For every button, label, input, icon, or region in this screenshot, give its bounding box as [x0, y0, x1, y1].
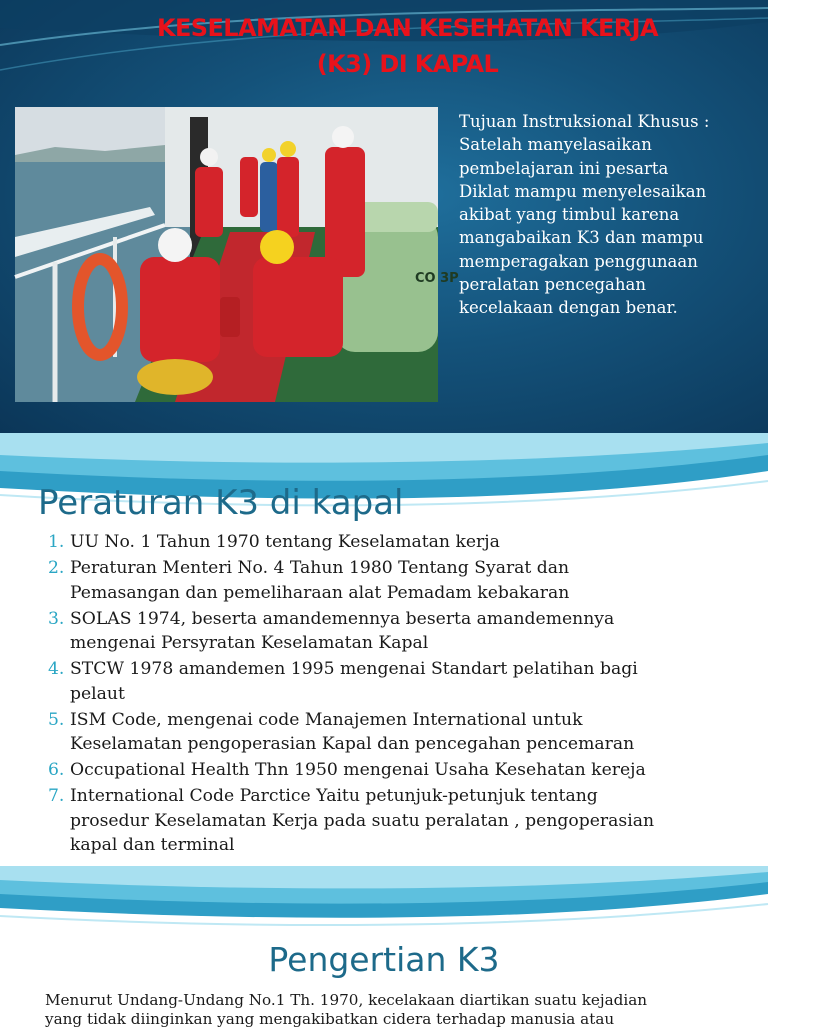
list-number: 7.	[48, 786, 65, 806]
list-number: 1.	[48, 532, 65, 552]
decorative-swoosh	[0, 866, 768, 936]
slide-heading: Pengertian K3	[268, 940, 500, 979]
list-text: SOLAS 1974, beserta amandemennya beserta amandemennya	[70, 608, 615, 629]
ship-crew-illustration	[15, 107, 459, 402]
list-number: 5.	[48, 709, 65, 730]
body-line: yang tidak diinginkan yang mengakibatkan cidera terhadap manusia atau	[45, 1009, 615, 1028]
objective-line: Tujuan Instruksional Khusus :	[459, 112, 710, 131]
slide-heading: Peraturan K3 di kapal	[38, 483, 404, 523]
list-item	[48, 758, 748, 783]
list-text: Keselamatan pengoperasian Kapal dan pencegahan pencemaran	[70, 734, 635, 754]
list-item	[48, 607, 748, 656]
list-text: kapal dan terminal	[70, 835, 235, 855]
list-text: ISM Code, mengenai code Manajemen International untuk	[70, 709, 583, 730]
list-text: prosedur Keselamatan Kerja pada suatu peralatan , pengoperasian	[70, 810, 655, 831]
list-number: 4.	[48, 659, 65, 679]
list-item	[48, 556, 748, 605]
definition-text	[45, 991, 725, 1028]
objective-line: kecelakaan dengan benar.	[459, 298, 678, 318]
list-text: pelaut	[70, 683, 125, 704]
objective-line: memperagakan penggunaan	[459, 251, 698, 271]
learning-objective	[459, 110, 759, 320]
list-number: 2.	[48, 558, 65, 578]
slide-title-line-1: KESELAMATAN DAN KESEHATAN KERJA	[157, 14, 658, 42]
list-text: Occupational Health Thn 1950 mengenai Usaha Kesehatan kereja	[70, 760, 646, 780]
list-text: Peraturan Menteri No. 4 Tahun 1980 Tentang Syarat dan	[70, 558, 570, 578]
regulation-list	[48, 530, 748, 859]
slide-definition	[0, 866, 768, 1028]
list-number: 6.	[48, 760, 65, 780]
list-text: Pemasangan dan pemeliharaan alat Pemadam kebakaran	[70, 582, 570, 603]
slide-title-k3	[0, 0, 768, 433]
list-item	[48, 708, 748, 757]
slide-title-line-2: (K3) DI KAPAL	[316, 50, 499, 78]
list-item	[48, 530, 748, 555]
slide-regulations	[0, 433, 768, 866]
objective-line: mangabaikan K3 dan mampu	[459, 228, 704, 248]
objective-line: akibat yang timbul karena	[459, 205, 680, 225]
body-line: Menurut Undang-Undang No.1 Th. 1970, kecelakaan diartikan suatu kejadian	[45, 991, 648, 1009]
tank-label-text: CO 3P	[415, 271, 459, 286]
objective-line: Diklat mampu menyelesaikan	[459, 181, 707, 201]
list-number: 3.	[48, 608, 65, 629]
list-item	[48, 657, 748, 706]
objective-line: peralatan pencegahan	[459, 275, 646, 295]
list-item	[48, 784, 748, 858]
slide-title	[0, 10, 815, 82]
objective-line: Satelah manyelasaikan	[459, 135, 652, 155]
list-text: STCW 1978 amandemen 1995 mengenai Standart pelatihan bagi	[70, 659, 638, 679]
objective-line: pembelajaran ini pesarta	[459, 158, 669, 178]
list-text: UU No. 1 Tahun 1970 tentang Keselamatan kerja	[70, 532, 500, 552]
list-text: mengenai Persyratan Keselamatan Kapal	[70, 633, 429, 653]
list-text: International Code Parctice Yaitu petunjuk-petunjuk tentang	[70, 786, 598, 806]
ship-crew-photo	[15, 107, 459, 402]
